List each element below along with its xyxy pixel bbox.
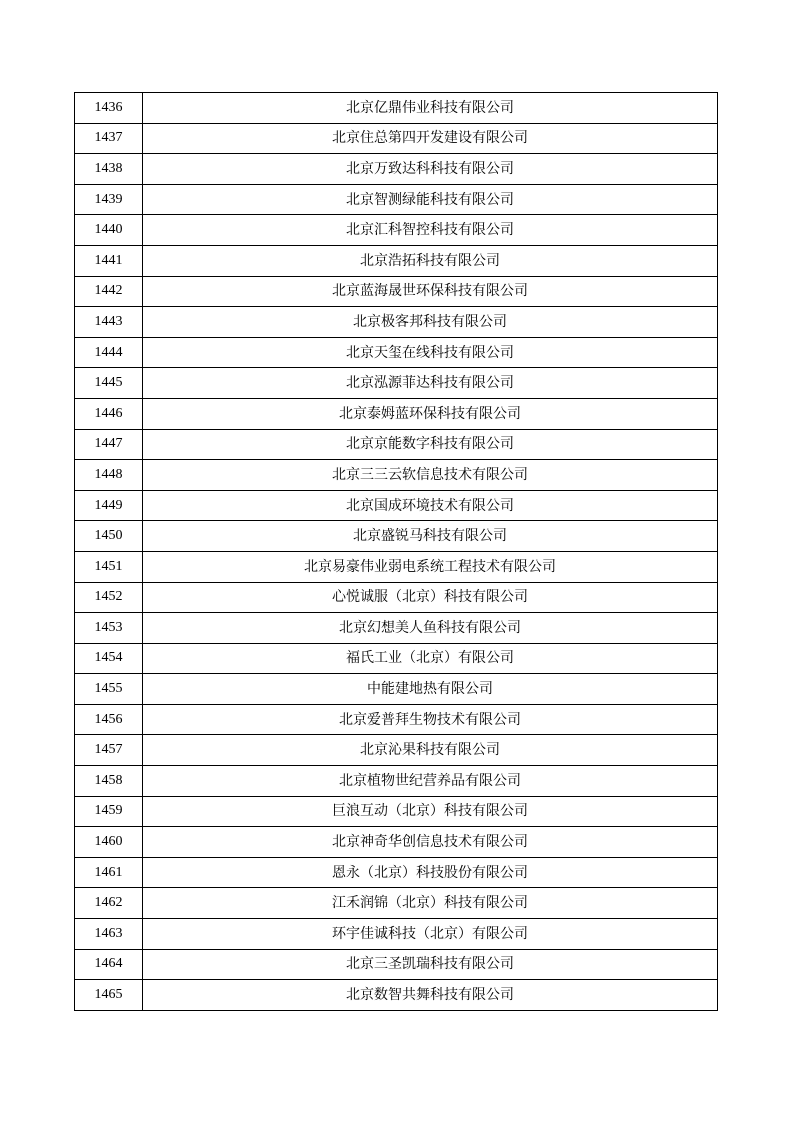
table-row	[75, 582, 718, 613]
company-name-cell: 环宇佳诚科技（北京）有限公司	[143, 919, 718, 950]
company-list-table	[74, 92, 718, 1011]
company-name-cell: 北京三圣凯瑞科技有限公司	[143, 949, 718, 980]
row-number-cell: 1450	[75, 521, 143, 552]
table-row	[75, 215, 718, 246]
table-row	[75, 735, 718, 766]
company-name-cell: 福氏工业（北京）有限公司	[143, 643, 718, 674]
row-number-cell: 1454	[75, 643, 143, 674]
table-row	[75, 521, 718, 552]
company-name-cell: 北京国成环境技术有限公司	[143, 490, 718, 521]
company-name-cell: 北京植物世纪营养品有限公司	[143, 766, 718, 797]
row-number-cell: 1446	[75, 398, 143, 429]
row-number-cell: 1440	[75, 215, 143, 246]
table-row	[75, 551, 718, 582]
row-number-cell: 1439	[75, 184, 143, 215]
company-name-cell: 北京极客邦科技有限公司	[143, 307, 718, 338]
row-number-cell: 1438	[75, 154, 143, 185]
row-number-cell: 1455	[75, 674, 143, 705]
company-name-cell: 北京万致达科科技有限公司	[143, 154, 718, 185]
company-name-cell: 北京盛锐马科技有限公司	[143, 521, 718, 552]
table-row	[75, 276, 718, 307]
table-row	[75, 429, 718, 460]
company-name-cell: 北京泓源菲达科技有限公司	[143, 368, 718, 399]
table-row	[75, 184, 718, 215]
row-number-cell: 1457	[75, 735, 143, 766]
company-name-cell: 北京爱普拜生物技术有限公司	[143, 704, 718, 735]
company-name-cell: 北京住总第四开发建设有限公司	[143, 123, 718, 154]
company-name-cell: 北京天玺在线科技有限公司	[143, 337, 718, 368]
row-number-cell: 1451	[75, 551, 143, 582]
table-row	[75, 857, 718, 888]
row-number-cell: 1458	[75, 766, 143, 797]
table-row	[75, 307, 718, 338]
company-name-cell: 北京易豪伟业弱电系统工程技术有限公司	[143, 551, 718, 582]
company-name-cell: 北京智测绿能科技有限公司	[143, 184, 718, 215]
row-number-cell: 1441	[75, 245, 143, 276]
row-number-cell: 1445	[75, 368, 143, 399]
row-number-cell: 1459	[75, 796, 143, 827]
table-row	[75, 613, 718, 644]
company-name-cell: 北京沁果科技有限公司	[143, 735, 718, 766]
company-name-cell: 北京浩拓科技有限公司	[143, 245, 718, 276]
company-name-cell: 心悦诚服（北京）科技有限公司	[143, 582, 718, 613]
company-name-cell: 江禾润锦（北京）科技有限公司	[143, 888, 718, 919]
table-row	[75, 704, 718, 735]
row-number-cell: 1465	[75, 980, 143, 1011]
company-name-cell: 北京京能数字科技有限公司	[143, 429, 718, 460]
table-row	[75, 337, 718, 368]
row-number-cell: 1436	[75, 93, 143, 124]
row-number-cell: 1449	[75, 490, 143, 521]
table-row	[75, 980, 718, 1011]
table-row	[75, 93, 718, 124]
company-name-cell: 北京数智共舞科技有限公司	[143, 980, 718, 1011]
row-number-cell: 1447	[75, 429, 143, 460]
row-number-cell: 1461	[75, 857, 143, 888]
table-row	[75, 827, 718, 858]
row-number-cell: 1437	[75, 123, 143, 154]
table-row	[75, 919, 718, 950]
company-name-cell: 北京神奇华创信息技术有限公司	[143, 827, 718, 858]
row-number-cell: 1464	[75, 949, 143, 980]
row-number-cell: 1453	[75, 613, 143, 644]
table-body	[75, 93, 718, 1011]
row-number-cell: 1452	[75, 582, 143, 613]
company-name-cell: 北京亿鼎伟业科技有限公司	[143, 93, 718, 124]
company-name-cell: 北京三三云软信息技术有限公司	[143, 460, 718, 491]
company-name-cell: 中能建地热有限公司	[143, 674, 718, 705]
company-name-cell: 北京幻想美人鱼科技有限公司	[143, 613, 718, 644]
table-row	[75, 398, 718, 429]
table-row	[75, 674, 718, 705]
company-name-cell: 恩永（北京）科技股份有限公司	[143, 857, 718, 888]
row-number-cell: 1443	[75, 307, 143, 338]
row-number-cell: 1442	[75, 276, 143, 307]
company-name-cell: 北京泰姆蓝环保科技有限公司	[143, 398, 718, 429]
table-row	[75, 490, 718, 521]
company-name-cell: 巨浪互动（北京）科技有限公司	[143, 796, 718, 827]
row-number-cell: 1444	[75, 337, 143, 368]
table-row	[75, 796, 718, 827]
table-row	[75, 123, 718, 154]
company-name-cell: 北京蓝海晟世环保科技有限公司	[143, 276, 718, 307]
row-number-cell: 1456	[75, 704, 143, 735]
table-row	[75, 154, 718, 185]
table-row	[75, 460, 718, 491]
table-row	[75, 888, 718, 919]
table-row	[75, 643, 718, 674]
company-name-cell: 北京汇科智控科技有限公司	[143, 215, 718, 246]
row-number-cell: 1462	[75, 888, 143, 919]
document-page	[74, 92, 718, 1011]
row-number-cell: 1460	[75, 827, 143, 858]
table-row	[75, 245, 718, 276]
row-number-cell: 1463	[75, 919, 143, 950]
table-row	[75, 368, 718, 399]
row-number-cell: 1448	[75, 460, 143, 491]
table-row	[75, 766, 718, 797]
table-row	[75, 949, 718, 980]
